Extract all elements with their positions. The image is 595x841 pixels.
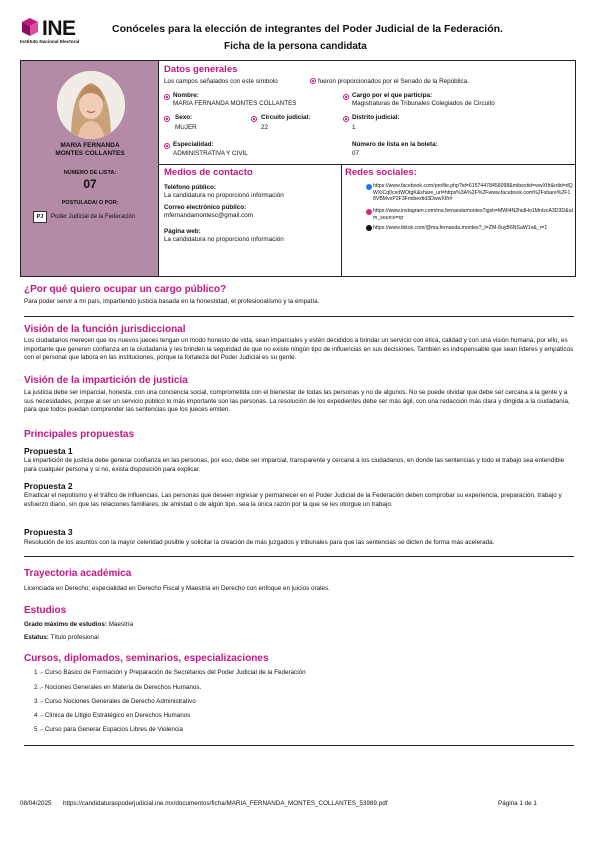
instagram-link[interactable]: https://www.instagram.com/ma.fernandamontes?igsh=MWI4N2hidHo1MnIscA3D3D&utm_source=qr [373, 208, 573, 221]
facebook-icon [366, 184, 372, 190]
facebook-link[interactable]: https://www.facebook.com/profile.php?id=61574478456098&mibextid=wwXIfr&rdid=dQWXiCq0cxdWOtgK&share_url=https%3A%2F%2Fwww.facebook.com%2Fshare%2F18VBMvxP2F3Fmibextid3DwwXIfr# [373, 183, 573, 202]
list-number-label: NÚMERO DE LISTA: [63, 170, 117, 176]
status-label: Estatus: [24, 634, 49, 641]
candidate-sidebar [21, 61, 159, 276]
circuit-label: Circuito judicial: [261, 114, 311, 121]
senate-marker-icon [164, 94, 170, 100]
divider [24, 316, 574, 317]
name-label: Nombre: [173, 92, 199, 99]
senate-marker-icon [164, 116, 170, 122]
course-item: 3 .- Curso Nociones Generales de Derecho Administrativo [34, 698, 196, 705]
proposal-3-text: Resolución de los asuntos con la mayor celeridad posible y solicitar la creación de más juzgados y tribunales para que las sentencias se dicten de forma más acelerada. [24, 539, 495, 546]
why-text: Para poder servir a mi país, impartiendo justicia basada en la honestidad, el profesionalismo y la empatía. [24, 298, 320, 305]
district-value: 1 [352, 124, 356, 131]
candidate-card [20, 60, 576, 277]
vision-function-text: Los ciudadanos merecen que los nuevos jueces tengan un modo honesto de vida, sean imparciales y estén decididos a brindar un servicio con ética, calidad y con una visión humana, por ello, es importante que generen confianza en la ciudadanía y les brinden la seguridad de que no existe ningún tipo de influencias en sus decisiones. También es indispensable que sean líderes y empáticos con el personal que labora en las instituciones, porque la fortaleza del Poder Judicial es su gente. [24, 337, 574, 362]
degree-label: Grado máximo de estudios: [24, 621, 107, 628]
candidate-photo [57, 71, 125, 139]
page-subtitle: Ficha de la persona candidata [224, 41, 367, 52]
nominated-label: POSTULADA/ O POR: [61, 200, 119, 206]
footer-url[interactable]: https://candidaturaspoderjudicial.ine.mx/documentos/ficha/MARIA_FERNANDA_MONTES_COLLANTES_53989.pdf [63, 800, 388, 807]
course-item: 1 .- Curso Básico de Formación y Preparación de Secretarios del Poder Judicial de la Federación [34, 669, 306, 676]
position-value: Magistraturas de Tribunales Colegiados de Circuito [352, 100, 495, 107]
ballot-number-label: Número de lista en la boleta: [352, 141, 438, 148]
sex-label: Sexo: [175, 114, 193, 121]
web-label: Página web: [164, 228, 201, 235]
contact-title: Medios de contacto [164, 167, 253, 178]
logo-subtitle: Instituto Nacional Electoral [20, 39, 80, 44]
status-value: Título profesional [50, 634, 99, 641]
page-title: Conóceles para la elección de integrantes del Poder Judicial de la Federación. [112, 23, 503, 35]
academic-text: Licenciada en Derecho; especialidad en Derecho Fiscal y Maestría en Derecho con enfoque en juicios orales. [24, 585, 330, 592]
senate-marker-icon [310, 78, 316, 84]
divider [341, 164, 342, 276]
course-item: 2 .- Nociones Generales en Materia de Derechos Humanos. [34, 684, 202, 691]
ine-logo-mark-icon [20, 16, 40, 38]
vision-function-title: Visión de la función jurisdiccional [24, 324, 186, 335]
instagram-icon [366, 209, 372, 215]
logo-text: INE [42, 17, 76, 40]
proposal-2-text: Erradicar el nepotismo y el tráfico de influencias. Las personas que deseen ingresar y permanecer en el Poder Judicial de la Federación deben comprobar su experiencia, preparación, trabajo y esfuerzo diario, sin que las relaciones familiares, de amistad o de algún tipo, sea la única razón por la que se les otorgue un trabajo. [24, 492, 562, 508]
ballot-number-value: 07 [352, 150, 360, 157]
senate-marker-icon [251, 116, 257, 122]
phone-label: Teléfono público: [164, 184, 217, 191]
academic-title: Trayectoria académica [24, 568, 132, 579]
divider [24, 556, 574, 557]
divider [24, 745, 574, 746]
district-label: Distrito judicial: [352, 114, 400, 121]
general-note-before: Los campos señalados con este símbolo [164, 78, 278, 85]
page-header [20, 14, 580, 60]
email-label: Correo electrónico público: [164, 204, 247, 211]
vision-justice-text: La justicia debe ser imparcial, honesta, con una conciencia social, comprometida con el bienestar de todas las personas y no de algunos. No se puede olvidar que debe ser cercana a la gente y a sus necesidades, porque al ser un servicio público lo más importante son las personas. La resolución de los expedientes debe ser más ágil, con una redacción más clara y dirigida a la ciudadanía, para que todos puedan comprender las sentencias que los jueces emiten. [24, 389, 570, 414]
web-value: La candidatura no proporcionó información [164, 236, 284, 243]
position-label: Cargo por el que participa: [352, 92, 433, 99]
senate-marker-icon [343, 116, 349, 122]
proposal-2-title: Propuesta 2 [24, 481, 73, 491]
email-value[interactable]: mfernandamontesc@gmail.com [164, 212, 253, 219]
proposals-title: Principales propuestas [24, 429, 135, 440]
footer-date: 08/04/2025 [20, 800, 52, 807]
course-item: 4 .- Clínica de Litigio Estratégico en Derechos Humanos [34, 712, 191, 719]
sex-value: MUJER [175, 124, 197, 131]
general-note-after: fueron proporcionados por el Senado de la República. [318, 78, 469, 85]
senate-marker-icon [164, 143, 170, 149]
proposal-3-title: Propuesta 3 [24, 527, 73, 537]
name-value: MARIA FERNANDA MONTES COLLANTES [173, 100, 297, 107]
studies-title: Estudios [24, 605, 67, 616]
tiktok-icon [366, 225, 372, 231]
course-item: 5 .- Curso para Generar Espacios Libres de Violencia [34, 726, 183, 733]
phone-value: La candidatura no proporcionó información [164, 192, 284, 199]
footer-page: Página 1 de 1 [498, 800, 537, 807]
social-title: Redes sociales: [345, 167, 417, 178]
candidate-name-line2: MONTES COLLANTES [55, 150, 125, 157]
status-row [24, 634, 574, 643]
degree-row [24, 621, 574, 630]
proposal-1-title: Propuesta 1 [24, 446, 73, 456]
specialty-label: Especialidad: [173, 141, 214, 148]
vision-justice-title: Visión de la impartición de justicia [24, 375, 188, 386]
courses-title: Cursos, diplomados, seminarios, especializaciones [24, 653, 269, 664]
senate-marker-icon [343, 94, 349, 100]
degree-value: Maestría [108, 621, 134, 628]
why-title: ¿Por qué quiero ocupar un cargo público? [24, 284, 227, 295]
proposal-1-text: La impartición de justicia debe generar confianza en las personas, por eso, debe ser imparcial, transparente y cercana a los ciudadanos, en donde las sentencias y todo el trabajo sea entendible para cualquier persona y si no, exista disposición para explicar. [24, 457, 565, 473]
candidate-name-line1: MARIA FERNANDA [60, 142, 120, 149]
divider [159, 164, 576, 165]
nominator: Poder Judicial de la Federación [51, 214, 136, 220]
list-number: 07 [83, 177, 97, 191]
circuit-value: 22 [261, 124, 269, 131]
general-data-title: Datos generales [164, 64, 238, 75]
tiktok-link[interactable]: https://www.tiktok.com/@ma.fernanda.montes?_t=ZM-8uyB6NSaW1v&_r=1 [373, 225, 548, 231]
pj-badge-icon: PJ [33, 211, 47, 223]
ine-logo [20, 14, 100, 44]
specialty-value: ADMINISTRATIVA Y CIVIL [173, 150, 248, 157]
